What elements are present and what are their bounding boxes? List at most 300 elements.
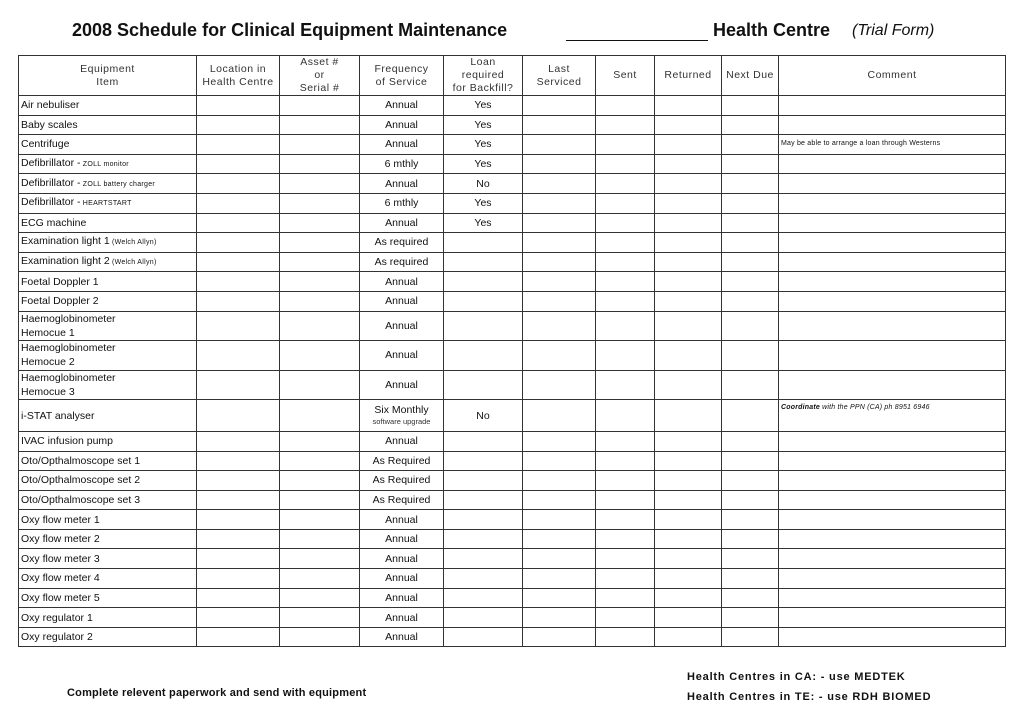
cell-comment[interactable] [779, 370, 1006, 400]
cell-next-due[interactable] [722, 529, 779, 549]
cell-equipment-item: Foetal Doppler 1 [19, 272, 197, 292]
table-row [19, 370, 1006, 400]
cell-next-due[interactable] [722, 115, 779, 135]
cell-equipment-item: Oxy regulator 2 [19, 627, 197, 647]
cell-returned[interactable] [655, 135, 722, 155]
cell-sent[interactable] [596, 370, 655, 400]
cell-sent[interactable] [596, 341, 655, 371]
cell-frequency: As required [360, 233, 444, 253]
cell-location[interactable] [197, 608, 280, 628]
cell-sent[interactable] [596, 608, 655, 628]
table-row [19, 627, 1006, 647]
cell-next-due[interactable] [722, 154, 779, 174]
cell-equipment-item: IVAC infusion pump [19, 431, 197, 451]
table-row [19, 96, 1006, 116]
cell-sent[interactable] [596, 549, 655, 569]
cell-location[interactable] [197, 529, 280, 549]
cell-asset-serial[interactable] [280, 311, 360, 341]
footer-service-providers [687, 667, 931, 707]
cell-location[interactable] [197, 115, 280, 135]
cell-loan-required: Yes [444, 115, 523, 135]
cell-loan-required: Yes [444, 135, 523, 155]
cell-asset-serial[interactable] [280, 370, 360, 400]
cell-equipment-item: Oxy flow meter 5 [19, 588, 197, 608]
cell-returned[interactable] [655, 193, 722, 213]
table-row [19, 154, 1006, 174]
cell-returned[interactable] [655, 529, 722, 549]
cell-next-due[interactable] [722, 233, 779, 253]
cell-equipment-item: Oxy regulator 1 [19, 608, 197, 628]
cell-comment[interactable] [779, 471, 1006, 491]
cell-sent[interactable] [596, 311, 655, 341]
cell-location[interactable] [197, 272, 280, 292]
cell-sent[interactable] [596, 291, 655, 311]
cell-location[interactable] [197, 588, 280, 608]
cell-asset-serial[interactable] [280, 233, 360, 253]
footer-te-provider: Health Centres in TE: - use RDH BIOMED [687, 691, 932, 703]
cell-equipment-item: Defibrillator - ZOLL battery charger [19, 174, 197, 194]
title-health-centre: Health Centre [713, 20, 831, 40]
cell-comment[interactable]: May be able to arrange a loan through Westerns [779, 135, 1006, 155]
cell-loan-required [444, 431, 523, 451]
table-row [19, 213, 1006, 233]
cell-location[interactable] [197, 291, 280, 311]
column-header-loan-required-for-backfill: Loan required for Backfill? [444, 56, 523, 96]
cell-last-serviced[interactable] [523, 272, 596, 292]
cell-comment[interactable] [779, 431, 1006, 451]
cell-last-serviced[interactable] [523, 311, 596, 341]
cell-returned[interactable] [655, 627, 722, 647]
cell-comment[interactable] [779, 154, 1006, 174]
maintenance-schedule-table [18, 55, 1006, 647]
cell-loan-required: Yes [444, 213, 523, 233]
cell-loan-required [444, 608, 523, 628]
table-row [19, 174, 1006, 194]
table-row [19, 549, 1006, 569]
cell-returned[interactable] [655, 370, 722, 400]
cell-last-serviced[interactable] [523, 510, 596, 530]
cell-loan-required [444, 291, 523, 311]
cell-frequency: 6 mthly [360, 154, 444, 174]
column-header-last-serviced: Last Serviced [523, 56, 596, 96]
cell-sent[interactable] [596, 233, 655, 253]
cell-equipment-item: Oxy flow meter 4 [19, 569, 197, 589]
cell-loan-required: No [444, 174, 523, 194]
cell-frequency: Annual [360, 569, 444, 589]
cell-location[interactable] [197, 213, 280, 233]
cell-frequency: Annual [360, 588, 444, 608]
cell-frequency: As required [360, 252, 444, 272]
cell-location[interactable] [197, 549, 280, 569]
cell-frequency: Annual [360, 291, 444, 311]
cell-comment[interactable] [779, 451, 1006, 471]
cell-asset-serial[interactable] [280, 174, 360, 194]
cell-sent[interactable] [596, 471, 655, 491]
cell-location[interactable] [197, 252, 280, 272]
cell-location[interactable] [197, 193, 280, 213]
cell-returned[interactable] [655, 471, 722, 491]
cell-location[interactable] [197, 569, 280, 589]
cell-next-due[interactable] [722, 490, 779, 510]
cell-sent[interactable] [596, 272, 655, 292]
column-header-sent: Sent [596, 56, 655, 96]
cell-asset-serial[interactable] [280, 154, 360, 174]
cell-location[interactable] [197, 96, 280, 116]
cell-next-due[interactable] [722, 627, 779, 647]
cell-next-due[interactable] [722, 135, 779, 155]
cell-comment[interactable] [779, 233, 1006, 253]
cell-comment[interactable] [779, 549, 1006, 569]
cell-last-serviced[interactable] [523, 608, 596, 628]
cell-sent[interactable] [596, 193, 655, 213]
cell-last-serviced[interactable] [523, 115, 596, 135]
cell-location[interactable] [197, 135, 280, 155]
cell-asset-serial[interactable] [280, 431, 360, 451]
cell-equipment-item: Oxy flow meter 3 [19, 549, 197, 569]
cell-sent[interactable] [596, 529, 655, 549]
cell-returned[interactable] [655, 549, 722, 569]
cell-frequency: Annual [360, 529, 444, 549]
cell-equipment-item: Baby scales [19, 115, 197, 135]
table-row [19, 341, 1006, 371]
cell-sent[interactable] [596, 431, 655, 451]
cell-returned[interactable] [655, 291, 722, 311]
cell-loan-required: Yes [444, 193, 523, 213]
cell-sent[interactable] [596, 213, 655, 233]
cell-frequency: Annual [360, 549, 444, 569]
column-header-returned: Returned [655, 56, 722, 96]
cell-last-serviced[interactable] [523, 233, 596, 253]
column-header-next-due: Next Due [722, 56, 779, 96]
health-centre-blank[interactable] [566, 20, 708, 41]
cell-comment[interactable] [779, 193, 1006, 213]
cell-location[interactable] [197, 490, 280, 510]
cell-returned[interactable] [655, 115, 722, 135]
cell-next-due[interactable] [722, 193, 779, 213]
cell-frequency: Annual [360, 272, 444, 292]
cell-asset-serial[interactable] [280, 341, 360, 371]
table-row [19, 608, 1006, 628]
cell-next-due[interactable] [722, 272, 779, 292]
cell-sent[interactable] [596, 490, 655, 510]
title-main: 2008 Schedule for Clinical Equipment Maintenance [72, 20, 508, 40]
cell-returned[interactable] [655, 341, 722, 371]
table-row [19, 529, 1006, 549]
cell-returned[interactable] [655, 213, 722, 233]
cell-frequency: 6 mthly [360, 193, 444, 213]
cell-sent[interactable] [596, 135, 655, 155]
cell-frequency: Annual [360, 115, 444, 135]
cell-last-serviced[interactable] [523, 154, 596, 174]
cell-comment[interactable] [779, 608, 1006, 628]
cell-equipment-item: Examination light 2 (Welch Allyn) [19, 252, 197, 272]
cell-equipment-item: Defibrillator - HEARTSTART [19, 193, 197, 213]
cell-equipment-item: Air nebuliser [19, 96, 197, 116]
cell-location[interactable] [197, 154, 280, 174]
cell-returned[interactable] [655, 588, 722, 608]
cell-frequency: Annual [360, 431, 444, 451]
cell-last-serviced[interactable] [523, 529, 596, 549]
cell-location[interactable] [197, 174, 280, 194]
cell-location[interactable] [197, 471, 280, 491]
cell-comment[interactable] [779, 291, 1006, 311]
cell-last-serviced[interactable] [523, 627, 596, 647]
column-header-frequency-of-service: Frequency of Service [360, 56, 444, 96]
cell-asset-serial[interactable] [280, 96, 360, 116]
table-header [19, 56, 1006, 96]
cell-returned[interactable] [655, 431, 722, 451]
cell-next-due[interactable] [722, 252, 779, 272]
cell-sent[interactable] [596, 627, 655, 647]
cell-comment[interactable] [779, 529, 1006, 549]
cell-location[interactable] [197, 451, 280, 471]
cell-comment[interactable] [779, 490, 1006, 510]
cell-returned[interactable] [655, 608, 722, 628]
cell-equipment-item: Oto/Opthalmoscope set 2 [19, 471, 197, 491]
cell-asset-serial[interactable] [280, 451, 360, 471]
table-row [19, 431, 1006, 451]
cell-next-due[interactable] [722, 588, 779, 608]
cell-next-due[interactable] [722, 213, 779, 233]
cell-equipment-item: Haemoglobinometer Hemocue 3 [19, 370, 197, 400]
cell-location[interactable] [197, 311, 280, 341]
cell-asset-serial[interactable] [280, 135, 360, 155]
cell-last-serviced[interactable] [523, 431, 596, 451]
cell-equipment-item: Oxy flow meter 2 [19, 529, 197, 549]
cell-loan-required: Yes [444, 154, 523, 174]
cell-loan-required [444, 490, 523, 510]
cell-returned[interactable] [655, 510, 722, 530]
cell-loan-required [444, 272, 523, 292]
cell-asset-serial[interactable] [280, 291, 360, 311]
cell-last-serviced[interactable] [523, 291, 596, 311]
cell-location[interactable] [197, 431, 280, 451]
cell-next-due[interactable] [722, 510, 779, 530]
cell-frequency: Annual [360, 174, 444, 194]
cell-comment[interactable] [779, 272, 1006, 292]
cell-returned[interactable] [655, 569, 722, 589]
cell-asset-serial[interactable] [280, 627, 360, 647]
cell-returned[interactable] [655, 272, 722, 292]
cell-frequency: Annual [360, 341, 444, 371]
column-header-location-in-health-centre: Location in Health Centre [197, 56, 280, 96]
cell-next-due[interactable] [722, 341, 779, 371]
cell-loan-required [444, 627, 523, 647]
cell-next-due[interactable] [722, 291, 779, 311]
cell-next-due[interactable] [722, 96, 779, 116]
cell-frequency: Annual [360, 135, 444, 155]
cell-asset-serial[interactable] [280, 213, 360, 233]
cell-comment[interactable] [779, 252, 1006, 272]
cell-location[interactable] [197, 510, 280, 530]
cell-sent[interactable] [596, 588, 655, 608]
table-row [19, 588, 1006, 608]
cell-sent[interactable] [596, 252, 655, 272]
cell-equipment-item: i-STAT analyser [19, 400, 197, 432]
table-row [19, 569, 1006, 589]
cell-comment[interactable]: Coordinate with the PPN (CA) ph 8951 6946 [779, 400, 1006, 432]
cell-last-serviced[interactable] [523, 451, 596, 471]
cell-asset-serial[interactable] [280, 510, 360, 530]
cell-frequency: As Required [360, 471, 444, 491]
cell-loan-required [444, 549, 523, 569]
cell-last-serviced[interactable] [523, 370, 596, 400]
cell-asset-serial[interactable] [280, 400, 360, 432]
cell-loan-required [444, 529, 523, 549]
cell-loan-required [444, 311, 523, 341]
cell-last-serviced[interactable] [523, 174, 596, 194]
table-row [19, 451, 1006, 471]
cell-last-serviced[interactable] [523, 588, 596, 608]
table-row [19, 252, 1006, 272]
cell-returned[interactable] [655, 252, 722, 272]
cell-frequency: As Required [360, 451, 444, 471]
cell-asset-serial[interactable] [280, 115, 360, 135]
cell-location[interactable] [197, 370, 280, 400]
cell-next-due[interactable] [722, 569, 779, 589]
cell-last-serviced[interactable] [523, 549, 596, 569]
table-row [19, 115, 1006, 135]
cell-asset-serial[interactable] [280, 490, 360, 510]
cell-loan-required [444, 341, 523, 371]
cell-loan-required [444, 471, 523, 491]
table-row [19, 193, 1006, 213]
cell-asset-serial[interactable] [280, 608, 360, 628]
cell-asset-serial[interactable] [280, 529, 360, 549]
cell-last-serviced[interactable] [523, 490, 596, 510]
cell-equipment-item: Centrifuge [19, 135, 197, 155]
cell-equipment-item: Defibrillator - ZOLL monitor [19, 154, 197, 174]
cell-frequency: As Required [360, 490, 444, 510]
cell-comment[interactable] [779, 311, 1006, 341]
cell-comment[interactable] [779, 174, 1006, 194]
cell-loan-required [444, 569, 523, 589]
cell-next-due[interactable] [722, 311, 779, 341]
cell-frequency: Annual [360, 370, 444, 400]
table-row [19, 471, 1006, 491]
cell-comment[interactable] [779, 627, 1006, 647]
cell-location[interactable] [197, 627, 280, 647]
cell-equipment-item: Foetal Doppler 2 [19, 291, 197, 311]
table-row [19, 400, 1006, 432]
cell-sent[interactable] [596, 115, 655, 135]
cell-last-serviced[interactable] [523, 252, 596, 272]
cell-returned[interactable] [655, 154, 722, 174]
table-row [19, 272, 1006, 292]
cell-comment[interactable] [779, 96, 1006, 116]
cell-last-serviced[interactable] [523, 341, 596, 371]
cell-returned[interactable] [655, 490, 722, 510]
cell-last-serviced[interactable] [523, 400, 596, 432]
footer-ca-provider: Health Centres in CA: - use MEDTEK [687, 671, 906, 683]
cell-equipment-item: Oto/Opthalmoscope set 1 [19, 451, 197, 471]
cell-last-serviced[interactable] [523, 213, 596, 233]
cell-comment[interactable] [779, 341, 1006, 371]
table-row [19, 311, 1006, 341]
cell-equipment-item: Haemoglobinometer Hemocue 2 [19, 341, 197, 371]
cell-comment[interactable] [779, 115, 1006, 135]
cell-sent[interactable] [596, 400, 655, 432]
cell-next-due[interactable] [722, 174, 779, 194]
cell-asset-serial[interactable] [280, 193, 360, 213]
cell-next-due[interactable] [722, 471, 779, 491]
table-row [19, 233, 1006, 253]
cell-next-due[interactable] [722, 370, 779, 400]
cell-sent[interactable] [596, 510, 655, 530]
cell-sent[interactable] [596, 154, 655, 174]
cell-asset-serial[interactable] [280, 272, 360, 292]
cell-equipment-item: Examination light 1 (Welch Allyn) [19, 233, 197, 253]
cell-next-due[interactable] [722, 451, 779, 471]
cell-loan-required [444, 370, 523, 400]
column-header-equipment-item: Equipment Item [19, 56, 197, 96]
column-header-asset-or-serial: Asset # or Serial # [280, 56, 360, 96]
cell-frequency: Annual [360, 510, 444, 530]
cell-returned[interactable] [655, 233, 722, 253]
cell-last-serviced[interactable] [523, 135, 596, 155]
cell-asset-serial[interactable] [280, 471, 360, 491]
cell-loan-required: Yes [444, 96, 523, 116]
cell-asset-serial[interactable] [280, 252, 360, 272]
cell-comment[interactable] [779, 569, 1006, 589]
cell-loan-required [444, 233, 523, 253]
cell-next-due[interactable] [722, 608, 779, 628]
cell-loan-required [444, 588, 523, 608]
cell-sent[interactable] [596, 174, 655, 194]
cell-comment[interactable] [779, 588, 1006, 608]
cell-sent[interactable] [596, 96, 655, 116]
cell-returned[interactable] [655, 451, 722, 471]
cell-next-due[interactable] [722, 431, 779, 451]
table-row [19, 291, 1006, 311]
cell-location[interactable] [197, 233, 280, 253]
cell-frequency: Annual [360, 311, 444, 341]
cell-next-due[interactable] [722, 400, 779, 432]
title-trial-form: (Trial Form) [852, 22, 935, 39]
cell-sent[interactable] [596, 451, 655, 471]
cell-loan-required [444, 252, 523, 272]
column-header-comment: Comment [779, 56, 1006, 96]
cell-location[interactable] [197, 341, 280, 371]
cell-loan-required [444, 451, 523, 471]
cell-comment[interactable] [779, 213, 1006, 233]
cell-asset-serial[interactable] [280, 588, 360, 608]
table-body [19, 96, 1006, 647]
cell-asset-serial[interactable] [280, 549, 360, 569]
cell-loan-required: No [444, 400, 523, 432]
cell-returned[interactable] [655, 96, 722, 116]
cell-returned[interactable] [655, 400, 722, 432]
cell-last-serviced[interactable] [523, 193, 596, 213]
table-row [19, 490, 1006, 510]
cell-equipment-item: Oxy flow meter 1 [19, 510, 197, 530]
cell-location[interactable] [197, 400, 280, 432]
cell-sent[interactable] [596, 569, 655, 589]
cell-last-serviced[interactable] [523, 569, 596, 589]
cell-returned[interactable] [655, 174, 722, 194]
cell-frequency: Annual [360, 627, 444, 647]
cell-frequency: Six Monthly software upgrade [360, 400, 444, 432]
cell-equipment-item: ECG machine [19, 213, 197, 233]
cell-returned[interactable] [655, 311, 722, 341]
cell-next-due[interactable] [722, 549, 779, 569]
cell-equipment-item: Oto/Opthalmoscope set 3 [19, 490, 197, 510]
cell-comment[interactable] [779, 510, 1006, 530]
cell-last-serviced[interactable] [523, 471, 596, 491]
cell-last-serviced[interactable] [523, 96, 596, 116]
table-row [19, 135, 1006, 155]
cell-asset-serial[interactable] [280, 569, 360, 589]
